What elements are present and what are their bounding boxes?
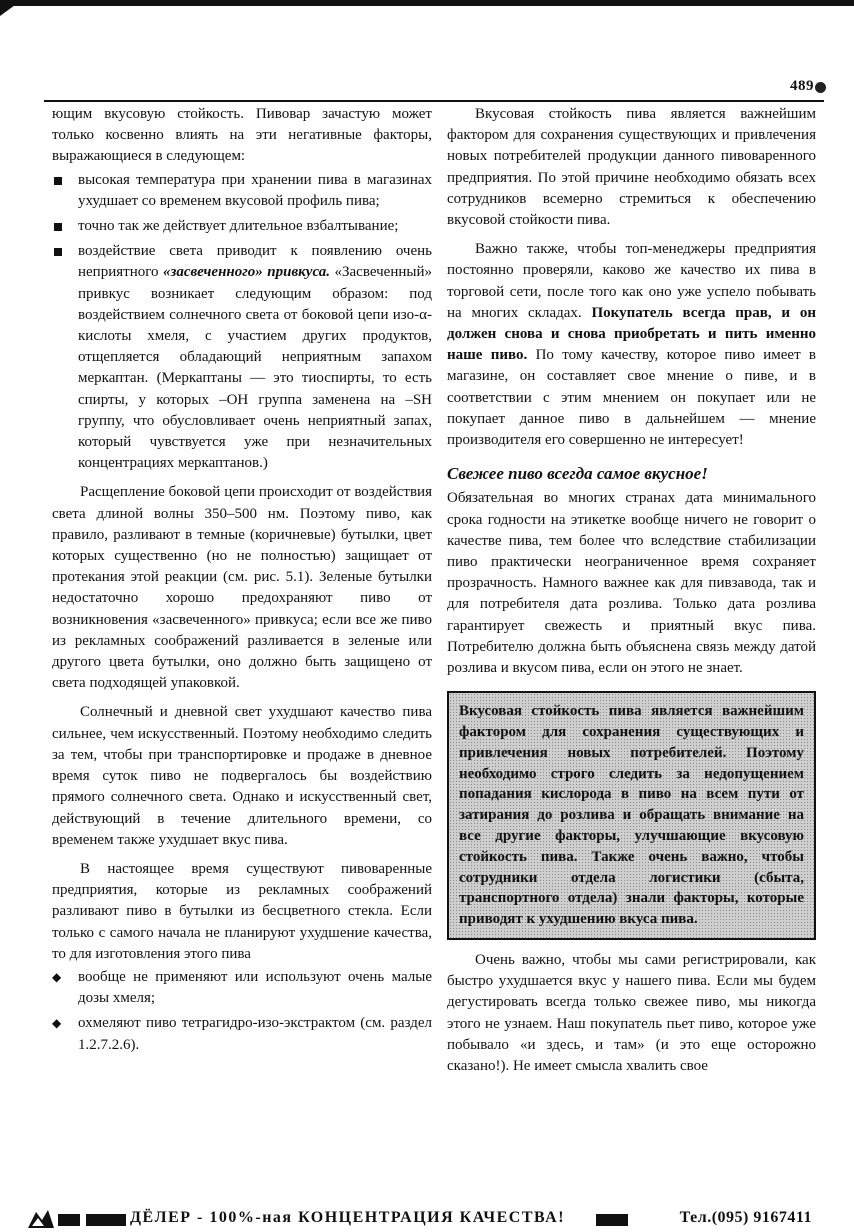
text-run: «Засвеченный» привкус возникает следующим образом: под воздействием солнечного света от боковой цепи изо-α-кислоты хмеля, с участием других продуктов, отщепляется обладающий неприятным запахом меркаптан. (Меркаптаны — это тиоспирты, то есть спирты, у которых –ОН группа заменена на –SH группу, что обусловливает очень неприятный запах, который чувствуется уже при незначительных концентрациях меркаптанов.): [78, 264, 432, 472]
paragraph: Расщепление боковой цепи происходит от воздействия света длиной волны 350–500 нм. Поэтому пиво, как правило, разливают в темные (коричневые) бутылки, цвет которых существенно (но не полностью) защищает от протекания этой реакции (см. рис. 5.1). Зеленые бутылки недостаточно хорошо предохраняют пиво от возникновения «засвеченного» привкуса; если все же пиво из рекламных соображений разливается в зеленые или другого цвета бутылки, оно должно быть защищено от света подходящей упаковкой.: [52, 484, 432, 692]
left-column: [52, 104, 432, 1060]
right-column: [447, 104, 816, 1077]
text-run: Важно также, чтобы топ-менеджеры предприятия постоянно проверяли, каково же качество их пива в торговой сети, после того как оно уже успело побывать на многих складах.: [447, 241, 816, 321]
paragraph: Обязательная во многих странах дата минимального срока годности на этикетке вообще ничего не говорит о качестве пива, тем более что вследствие стабилизации пиво практически неограниченное время сохраняет прозрачность. Намного важнее как для пивзавода, так и для потребителя дата розлива. Только дата розлива гарантирует свежесть и приятный вкус пива. Потребителю должна быть объяснена связь между датой розлива и вкусом пива, если он этого не знает.: [447, 490, 816, 677]
footer: [0, 1206, 854, 1232]
page-marker-icon: [815, 82, 826, 93]
page-number: 489: [790, 78, 814, 94]
list-item: ◆ охмеляют пиво тетрагидро-изо-экстрактом (см. раздел 1.2.7.2.6).: [52, 1013, 432, 1055]
top-rule: [0, 0, 854, 6]
paragraph: Солнечный и дневной свет ухудшают качество пива сильнее, чем искусственный. Поэтому необходимо следить за тем, чтобы при транспортировке и продаже в дневное время суток пиво не подвергалось бы воздействию прямого солнечного света. Однако и искусственный свет, действующий в течение длительного времени, со временем также ухудшает вкус пива.: [52, 704, 432, 848]
square-bullet-list: [52, 170, 432, 475]
list-item: [52, 241, 432, 474]
text-run: воздействие света приводит к появлению очень неприятного: [78, 243, 432, 281]
list-item: точно так же действует длительное взбалтывание;: [52, 216, 432, 237]
publisher-logo-icon: [26, 1206, 56, 1230]
paragraph: Очень важно, чтобы мы сами регистрировали, как быстро ухудшается вкус у нашего пива. Если мы будем дегустировать всегда только свежее пиво, мы никогда этого не узнаем. Наш покупатель пьет пиво, которое уже побывало «и здесь, и там» (и это еще осторожно сказано!). Не имеет смысла хвалить свое: [447, 952, 816, 1075]
paragraph: ющим вкусовую стойкость. Пивовар зачастую может только косвенно влиять на эти негативные факторы, выражающиеся в следующем:: [52, 106, 432, 165]
paragraph: В настоящее время существуют пивоваренные предприятия, которые из рекламных соображений разливают пиво в бутылки из бесцветного стекла. Если только с самого начала не планируют ухудшение качества, то для изготовления этого пива: [52, 860, 432, 962]
footer-bar: [58, 1214, 80, 1226]
footer-bar: [596, 1214, 628, 1226]
top-corner-mark: [0, 0, 22, 16]
highlight-box: Вкусовая стойкость пива является важнейшим фактором для сохранения существующих и привлечения новых потребителей. Поэтому необходимо строго следить за недопущением попадания кислорода в пиво на всем пути от затирания до розлива и обращать внимание на все другие факторы, улучшающие вкусовую стойкость пива. Также очень важно, чтобы сотрудники отдела логистики (сбыта, транспортного отдела) знали факторы, которые приводят к ухудшению вкуса пива.: [447, 691, 816, 940]
section-heading: Свежее пиво всегда самое вкусное!: [447, 464, 708, 484]
list-item: ◆ вообще не применяют или используют очень малые дозы хмеля;: [52, 967, 432, 1009]
footer-phone: Тел.(095) 9167411: [679, 1209, 812, 1226]
list-item: высокая температура при хранении пива в магазинах ухудшает со временем вкусовой профиль пива;: [52, 170, 432, 212]
paragraph: Вкусовая стойкость пива является важнейшим фактором для сохранения существующих и привлечения новых потребителей продукции данного пивоваренного предприятия. По этой причине необходимо обязать всех сотрудников всемерно стремиться к обеспечению вкусовой стойкости пива.: [447, 106, 816, 229]
footer-bar: [86, 1214, 126, 1226]
bold-statement: Покупатель всегда прав, и он должен снова и снова приобретать и пить именно наше пиво.: [447, 304, 817, 364]
paragraph: [447, 239, 816, 451]
footer-slogan: ДЁЛЕР - 100%-ная КОНЦЕНТРАЦИЯ КАЧЕСТВА!: [130, 1209, 566, 1226]
diamond-bullet-list: [52, 967, 432, 1056]
emphasis-term: «засвеченного» привкуса.: [163, 264, 330, 281]
text-run: По тому качеству, которое пиво имеет в магазине, он составляет свое мнение о пиве, и в соответствии с этим мнением он покупает или не покупает данное пиво в дальнейшем — мнение производителя его совершенно не интересует!: [447, 347, 817, 449]
header-rule: [44, 100, 824, 102]
